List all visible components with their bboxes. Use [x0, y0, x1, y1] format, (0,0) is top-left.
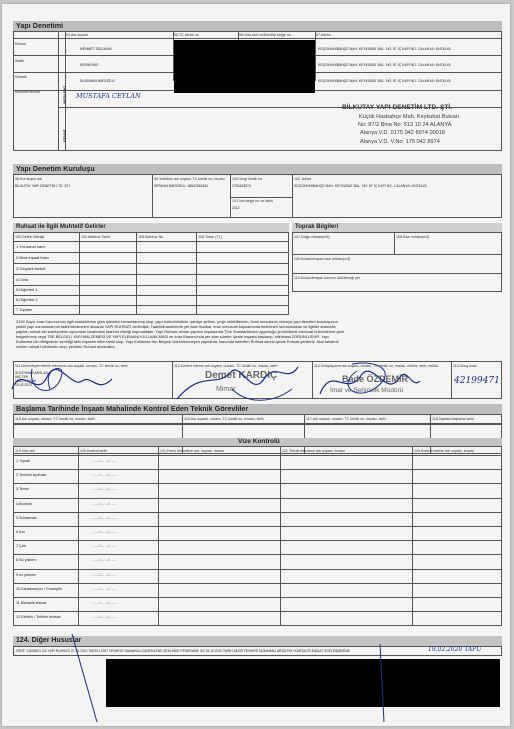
row-line — [13, 274, 289, 275]
stamp-kontrol-title: Mimar — [216, 386, 236, 393]
col-122: 122.Teknik elemanın adı soyadı, imzası — [282, 449, 345, 453]
col-line — [152, 174, 153, 218]
vize-item-date: ……/……/…… — [92, 487, 117, 492]
label-115: 115.Adı soyadı, unvanı, TC kimlik no, imzası, tarih — [15, 417, 95, 421]
legal-line: Kullanma İzin Belgesinin verildiği tarih inşaatın bitim tarihi olup, Yapı Kullanma İzin Belgesi düzenlenmeyen yapılarda, kanunda belirtilen Ruhsat süresi içinde Ruhsat yenilenir. Aksi takdirde — [16, 339, 339, 345]
vize-item-label: 9.Isı yalıtımı — [16, 572, 36, 577]
vize-item-label: 5.Subasman — [16, 515, 37, 520]
vize-item-label: 12.Elektrik / Telefon tesisatı — [16, 615, 61, 620]
col-oda-sicil: 96.Oda sicil no/Denetçi belge no — [239, 33, 291, 37]
row-line — [13, 38, 502, 39]
vize-item-date: ……/……/…… — [92, 601, 117, 605]
role-statik: Statik — [15, 59, 24, 63]
role-mekanik: Mekanik tesisat — [15, 90, 40, 94]
value-111-title: İNŞ.TEK. — [15, 375, 30, 379]
vize-item-label: 1.Toprak — [16, 459, 31, 463]
col-121: 121.Fenni Mesullerin adı, soyadı, imzası — [160, 449, 225, 453]
legal-paragraph — [16, 319, 504, 350]
signature-2-tail — [232, 389, 292, 400]
section-yapi-denetimi: Yapı Denetimi — [13, 21, 502, 31]
role-mimari: Mimari — [15, 42, 26, 46]
label-111: 111.Düzenleyen teknik elemanın adı soyadı, unvanı, TC kimlik no, tarih — [15, 364, 128, 368]
value-111-date: 19.02.2021 — [15, 383, 32, 387]
value-100: 1750428974 — [232, 184, 251, 188]
name-mekanik-handwritten: MUSTAFA CEYLAN — [76, 92, 141, 100]
col-line — [280, 446, 281, 626]
ruhsat-item: 6.Diğerleri 2 — [16, 297, 38, 302]
label-116: 116.Adı soyadı, unvanı, TC kimlik no, imzası, tarih — [184, 417, 264, 421]
row-line — [13, 483, 502, 484]
legal-line: verilen ruhsat hükümsüz olup, yeniden Ruhsat alınacaktır. — [16, 344, 116, 350]
col-tc: 95.TC kimlik no — [174, 33, 199, 37]
row-line — [13, 241, 289, 242]
name-elektrik: SUSUMAN BAROĞLU — [80, 79, 115, 83]
section-gorevliler: Başlama Tarihinde İnşaatı Mahalinde Kontrol Eden Teknik Görevliler — [13, 404, 502, 414]
vize-item-date: ……/……/…… — [92, 586, 117, 591]
col-ad-soyad: 94.Adı soyadı — [66, 33, 88, 37]
col-123: 123.Kontrol edenin adı soyadı, imzası — [414, 449, 475, 453]
adres-mimari: KÜÇÜKHASBAHÇE MAH. KEYKUBAT BUL. NO: 87 İÇ KAPI NO: 2 ALANYA / ANTALYA — [318, 47, 451, 51]
section-toprak: Toprak Bilgileri — [292, 223, 502, 232]
row-line — [13, 305, 289, 306]
col-104: 104.Makbuz Tarihi — [81, 235, 111, 239]
value-111-name: SÜLEYMAN ARSLAN — [15, 371, 48, 375]
row-line — [292, 254, 502, 255]
section-ruhsat: Ruhsat ile İlgili Muhtelif Gelirler — [13, 223, 289, 232]
col-line — [78, 446, 79, 626]
col-line — [230, 174, 231, 218]
label-110: 110.Kullanılmayan kazının döküleceği yer — [294, 276, 361, 280]
row-line — [13, 512, 502, 513]
col-120: 120.Kontrol tarihi — [80, 449, 108, 453]
signature-1-loop — [31, 369, 62, 391]
row-line — [13, 597, 502, 598]
col-line — [412, 446, 413, 626]
diger-handwritten: 19.02.2020 TAPU — [428, 646, 482, 653]
value-101: 2312 — [232, 206, 240, 210]
ruhsat-item: 5.Diğerleri 1 — [16, 287, 38, 292]
ruhsat-item: 7.Toplam — [16, 307, 33, 312]
ink-marks — [2, 614, 510, 726]
label-114: 114.Onay kodu — [453, 364, 478, 368]
label-102: 102. Adres — [294, 177, 312, 181]
name-statik: KERİM MAT — [80, 63, 99, 67]
col-line — [58, 31, 59, 151]
value-111-tc: 16607570086 — [15, 379, 36, 383]
value-98: BİLKUTAY YAPI DENETİM LTD. ŞTİ. — [15, 184, 71, 188]
label-108: 108.Kazı miktarı(m3) — [396, 235, 430, 239]
label-112: 112.Kontrol edenin adı soyadı, unvanı, TC kimlik no, imzası, tarih — [174, 364, 278, 368]
col-103: 103.Gelirin Niteliği — [15, 235, 45, 239]
stamp-onay-title: İmar ve Şehircilik Müdürü — [330, 387, 404, 394]
vize-item-label: 10.Kanalizasyon / Fosseptik — [16, 586, 62, 591]
section-vize: Vize Kontrolü — [238, 438, 280, 445]
row-line — [13, 455, 502, 456]
stamp-kontrol-name: Demet KARDIÇ — [205, 370, 278, 381]
row-line — [13, 469, 502, 470]
ruhsat-item: 1.Yol-kanal harcı — [16, 244, 46, 249]
col-line — [292, 174, 293, 218]
label-101: 101.İzin belge no ve tarihi — [232, 199, 273, 203]
stamp-company-line3: No: 87/2 Bina No: 513 10 24 ALANYA — [358, 122, 452, 128]
stamp-company-address: Küçük Hasbahçe Mah. Keykubat Bulvarı — [359, 114, 460, 120]
col-adres: 97.Adres — [316, 33, 331, 37]
stamp-company-name: BİLKUTAY YAPI DENETİM LTD. ŞTİ. — [342, 104, 453, 111]
legal-line: belgelenmiş veya TSE BELGELİ YAPI MALZEMESİ VE YAPI ELEMANI KULLANILMASI ve İmar Kanunu'nda yer alan süreler içinde inşaata başlanıp, bitirilmesi ZORUNLUDUR. Yapı — [16, 334, 329, 340]
col-105: 105.Makbuz No — [138, 235, 164, 239]
label-98: 98.Kuruluşun adı — [15, 177, 43, 181]
diger-text: VERF. 14005841 İLE YAPI RUHSATI 07.10.2010 TARİH 17007 YEVMİYE NUMARALI DÜZENLENE ŞEKLİNDE FEDERAME İLE 25.10.2010 TARİH 18209 YEVMİYE NUMARALI ARSA PAYI KARŞILIĞI İNŞAAT SÖZLEŞMESİNE — [16, 649, 350, 653]
row-line — [13, 263, 289, 264]
label-100: 100.Vergi kimlik no — [232, 177, 263, 181]
redaction-block — [174, 40, 315, 93]
ruhsat-item: 4.Cinsi — [16, 277, 29, 282]
row-line — [13, 611, 502, 612]
vize-item-label: 6.Kat — [16, 530, 25, 534]
adres-elektrik: KÜÇÜKHASBAHÇE MAH. KEYKUBAT BUL. NO: 87 İÇ KAPI NO: 2 ALANYA / ANTALYA — [318, 79, 451, 83]
toprak-table — [292, 232, 502, 292]
label-118: 118.İnşaata başlama tarihi — [432, 417, 474, 421]
ruhsat-item: 2.Bina inşaat harcı — [16, 255, 50, 260]
vize-item-date: ……/……/…… — [92, 544, 117, 549]
col-line — [158, 446, 159, 626]
vize-item-label: 8.Su yalıtımı — [16, 558, 37, 563]
signature-scribbles — [2, 359, 510, 409]
row-line — [292, 273, 502, 274]
vize-table — [13, 446, 502, 626]
ruhsat-item: 3.Otopark bedeli — [16, 266, 46, 271]
section-kurulus: Yapı Denetim Kuruluşu — [13, 164, 502, 174]
vize-item-date: ……/……/…… — [92, 572, 117, 577]
vize-item-date: ……/……/…… — [92, 558, 117, 563]
stamp-company-line4: Alanya V.D. 0175 042 8974 00018 — [360, 130, 446, 136]
vize-item-label: 3.Temel — [16, 487, 29, 492]
legal-line: yapılan ruhsat eki sözleşmeler aşısından tarafından taahhüt niteliği taşımaktadır. Yapı Ruhsatı alınan yapının inşaasında Türk Standartlarına uygunluğu yürürlükteki mevzuat hükümlerine göre — [16, 329, 345, 335]
group-label-mesleki: MESLEKİ — [62, 86, 67, 104]
col-line — [315, 31, 316, 81]
name-mimari: MEHMET SÜLÜKAN — [80, 47, 112, 51]
group-label-fenni: FENNİ — [62, 130, 67, 142]
row-line — [13, 526, 502, 527]
stamp-onay-name: Bade ÖZDEMİR — [342, 374, 409, 384]
row-line — [13, 498, 502, 499]
vize-item-label: 4.Bodrum — [16, 501, 32, 506]
vize-item-date: ……/……/…… — [92, 501, 117, 506]
vize-item-label: 7.Çatı — [16, 544, 26, 549]
label-107: 107.Dolgu miktarı(m3) — [294, 235, 330, 239]
col-106: 106.Tutarı (TL) — [198, 235, 222, 239]
row-line — [13, 583, 502, 584]
role-elektrik: Elektrik — [15, 75, 27, 79]
label-117: 117.Adı soyadı, unvanı, TC kimlik no, imzası, tarih — [306, 417, 386, 421]
value-102: KÜÇÜKHASBAHÇE MAH. KEYKUBAT BUL. NO: 87 İÇ KAPI NO: 2 ALANYA / ANTALYA — [294, 184, 427, 188]
document-page — [2, 4, 510, 726]
row-line — [13, 554, 502, 555]
legal-line: yetkili yapı sorumlularının taahhütnameleri alınarak YAPI RUHSATI verilmiştir. Taahhütnamelerde yer alan imzalar, imar mevzuatı kapsamında belirlenen sorumluluklar ve ilgililer arasında — [16, 324, 336, 330]
label-99: 99.Yetkilinin adı soyadı, TC kimlik no, imzası — [154, 177, 225, 181]
adres-statik: KÜÇÜKHASBAHÇE MAH. KEYKUBAT BUL. NO: 87 İÇ KAPI NO: 2 ALANYA / ANTALYA — [318, 63, 451, 67]
row-line — [230, 197, 292, 198]
row-line — [13, 295, 289, 296]
ink-line-1 — [72, 634, 97, 722]
value-99: SERKAN BAROĞLU, 48847861562 — [154, 184, 209, 188]
onay-kodu-handwritten: 42199471 — [454, 376, 500, 386]
vize-item-date: ……/……/…… — [92, 530, 117, 534]
vize-item-label: 2.Temelin açılması — [16, 473, 47, 478]
row-line — [13, 252, 289, 253]
row-line — [13, 285, 289, 286]
ink-line-2 — [380, 644, 384, 722]
vize-item-date: ……/……/…… — [92, 473, 117, 478]
vize-item-date: ……/……/…… — [92, 615, 117, 620]
section-diger: 124. Diğer Hususlar — [13, 636, 502, 646]
row-line — [13, 540, 502, 541]
col-119: 119.Vize adı — [15, 449, 35, 453]
vize-item-date: ……/……/…… — [92, 459, 117, 463]
legal-line: 3194 Sayılı İmar Kanunu'nun ilgili maddelerine göre işlemleri tamamlanmış olup, yapı müteahhidinin, şantiye şefinin, proje müelliflerinin, fenni mesullerin ve/veya yapı denetim kuruluşunun — [16, 319, 338, 324]
label-109: 109.Kullanılmayan kazı miktarı(m3) — [294, 257, 351, 261]
vize-item-date: ……/……/…… — [92, 515, 117, 520]
vize-item-label: 11.Mekanik tesisat — [16, 601, 47, 605]
stamp-company-line5: Alanya V.D. V.No: 175 042 8974 — [360, 139, 440, 145]
label-113: 113.Onaylayanın adı soyadı, unvanı, TC kimlik no, imzası, mühür, tarih, mühür — [314, 364, 439, 368]
row-line — [13, 569, 502, 570]
col-line — [394, 232, 395, 254]
